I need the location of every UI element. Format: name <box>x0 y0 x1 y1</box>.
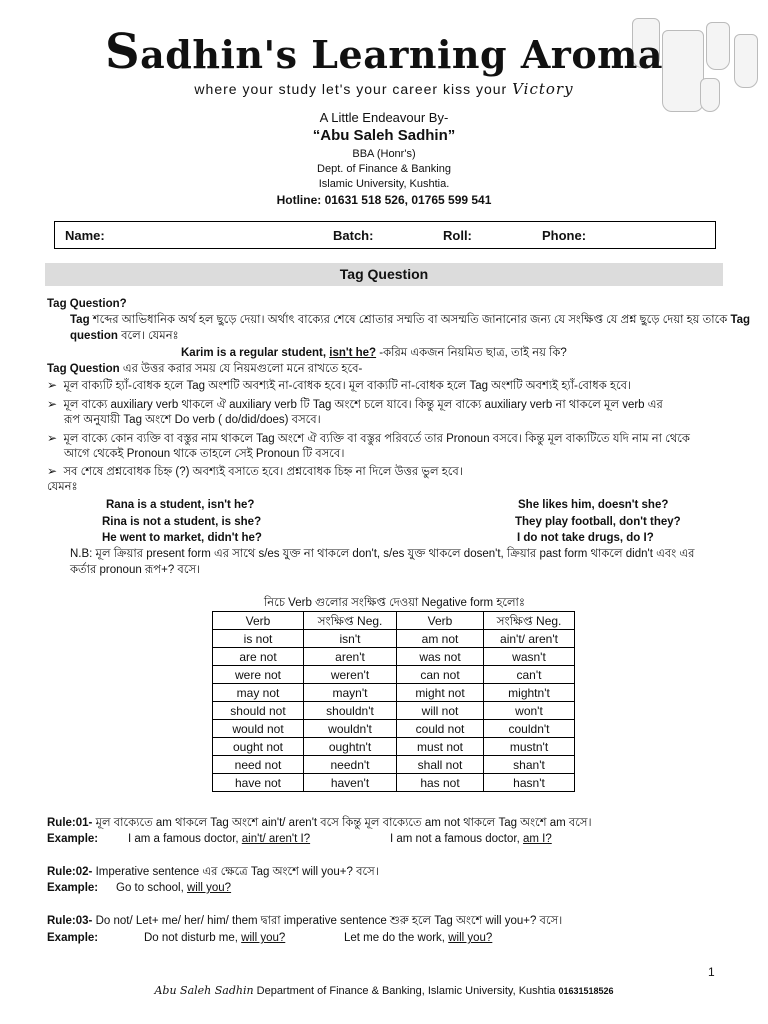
author-name: “Abu Saleh Sadhin” <box>312 127 456 144</box>
rule-02-example-1: Go to school, will you? <box>116 882 232 894</box>
rules-heading: Tag Question এর উত্তর করার সময় যে নিয়মগুলো মনে রাখতে হবে- <box>47 363 363 375</box>
table-cell: must not <box>397 738 484 756</box>
example-right-1: She likes him, doesn't she? <box>518 499 669 511</box>
rule-01-example-1: I am a famous doctor, ain't/ aren't I? <box>128 833 311 845</box>
rule-03: Rule:03- Do not/ Let+ me/ her/ him/ them দ্বারা imperative sentence শুরু হলে Tag অংশে will you+? বসে। <box>47 915 563 927</box>
rule-03-example-1: Do not disturb me, will you? <box>144 932 286 944</box>
definition-line2: question বলে। যেমনঃ <box>70 330 179 342</box>
batch-label: Batch: <box>333 228 374 243</box>
table-cell: might not <box>397 684 484 702</box>
arrow-bullet-icon: ➢ <box>47 397 58 411</box>
rule-01: Rule:01- মূল বাক্যেতে am থাকলে Tag অংশে ain't/ aren't বসে কিন্তু মূল বাক্যেতে am not থাকলে Tag অংশে am বসে। <box>47 817 592 829</box>
table-cell: isn't <box>304 630 397 648</box>
rule-01-example: Example: <box>47 833 99 845</box>
hotline: Hotline: 01631 518 526, 01765 599 541 <box>276 193 492 207</box>
note-line1: N.B: মূল ক্রিয়ার present form এর সাথে s/es যুক্ত না থাকলে don't, s/es যুক্ত থাকলে dosen't, ক্রিয়ার past form থাকলে didn't এবং এর <box>70 548 695 560</box>
table-cell: mayn't <box>304 684 397 702</box>
rule-03-example: Example: <box>47 932 99 944</box>
section-title: Tag Question <box>45 263 723 286</box>
table-cell: weren't <box>304 666 397 684</box>
example-right-2: They play football, don't they? <box>515 516 681 528</box>
table-cell: hasn't <box>484 774 575 792</box>
table-cell: haven't <box>304 774 397 792</box>
table-cell: shall not <box>397 756 484 774</box>
table-row <box>213 648 575 666</box>
table-caption: নিচে Verb গুলোর সংক্ষিপ্ত দেওয়া Negative form হলোঃ <box>264 597 526 609</box>
example-left-1: Rana is a student, isn't he? <box>106 499 255 511</box>
rule-03-example-2: Let me do the work, will you? <box>344 932 493 944</box>
table-cell: shouldn't <box>304 702 397 720</box>
example-label: যেমনঃ <box>47 481 78 493</box>
table-row <box>213 774 575 792</box>
table-row <box>213 702 575 720</box>
rule-02-example: Example: <box>47 882 99 894</box>
negative-form-table <box>212 611 575 792</box>
table-row <box>213 684 575 702</box>
table-cell: was not <box>397 648 484 666</box>
table-cell: would not <box>213 720 304 738</box>
table-row <box>213 666 575 684</box>
table-cell: have not <box>213 774 304 792</box>
table-cell: should not <box>213 702 304 720</box>
example-right-3: I do not take drugs, do I? <box>517 532 654 544</box>
table-header-cell: সংক্ষিপ্ত Neg. <box>484 612 575 630</box>
table-cell: is not <box>213 630 304 648</box>
table-cell: has not <box>397 774 484 792</box>
bullet-2: ➢ মূল বাক্যে auxiliary verb থাকলে ঐ auxiliary verb টি Tag অংশে চলে যাবে। কিন্তু মূল বাক্যে auxiliary verb না থাকলে মূল verb এর <box>47 397 663 411</box>
table-cell: mustn't <box>484 738 575 756</box>
bullet-1: ➢ মূল বাক্যটি হ্যাঁ-বোধক হলে Tag অংশটি অবশ্যই না-বোধক হবে। মূল বাক্যটি না-বোধক হলে Tag অংশটি অবশ্যই হ্যাঁ-বোধক হবে। <box>47 378 632 392</box>
student-info-box <box>54 221 716 249</box>
table-cell: oughtn't <box>304 738 397 756</box>
table-row <box>213 630 575 648</box>
roll-label: Roll: <box>443 228 472 243</box>
definition-line1: Tag শব্দের আভিধানিক অর্থ হল ছুড়ে দেয়া। অর্থাৎ বাক্যের শেষে শ্রোতার সম্মতি বা অসম্মতি জানানোর জন্য যে সংক্ষিপ্ত যে প্রশ্ন ছুড়ে দেয়া হয় তাকে Tag <box>70 314 751 326</box>
table-cell: wasn't <box>484 648 575 666</box>
phone-label: Phone: <box>542 228 587 243</box>
department: Dept. of Finance & Banking <box>317 163 451 175</box>
table-cell: ain't/ aren't <box>484 630 575 648</box>
example-left-3: He went to market, didn't he? <box>102 532 262 544</box>
table-cell: will not <box>397 702 484 720</box>
page-number: 1 <box>708 965 715 979</box>
table-cell: can't <box>484 666 575 684</box>
endeavour: A Little Endeavour By- <box>319 110 449 125</box>
table-row <box>213 738 575 756</box>
page-title: Sadhin's Learning Aroma <box>104 24 664 80</box>
table-cell: need not <box>213 756 304 774</box>
table-cell: were not <box>213 666 304 684</box>
arrow-bullet-icon: ➢ <box>47 431 58 445</box>
table-cell: ought not <box>213 738 304 756</box>
table-header-cell: সংক্ষিপ্ত Neg. <box>304 612 397 630</box>
example-left-2: Rina is not a student, is she? <box>102 516 262 528</box>
table-cell: am not <box>397 630 484 648</box>
table-cell: needn't <box>304 756 397 774</box>
table-cell: could not <box>397 720 484 738</box>
table-cell: mightn't <box>484 684 575 702</box>
rule-01-example-2: I am not a famous doctor, am I? <box>390 833 552 845</box>
table-header-row <box>213 612 575 630</box>
bullet-2-cont: রূপ অনুযায়ী Tag অংশে Do verb ( do/did/does) বসবে। <box>64 414 321 426</box>
question-heading: Tag Question? <box>47 298 127 310</box>
table-cell: won't <box>484 702 575 720</box>
table-cell: couldn't <box>484 720 575 738</box>
table-row <box>213 756 575 774</box>
arrow-bullet-icon: ➢ <box>47 378 58 392</box>
table-cell: shan't <box>484 756 575 774</box>
table-cell: may not <box>213 684 304 702</box>
university: Islamic University, Kushtia. <box>318 178 450 190</box>
table-header-cell: Verb <box>213 612 304 630</box>
arrow-bullet-icon: ➢ <box>47 464 58 478</box>
bullet-3-cont: আগে থেকেই Pronoun থাকে তাহলে সেই Pronoun টি বসবে। <box>64 448 345 460</box>
table-cell: can not <box>397 666 484 684</box>
bullet-3: ➢ মূল বাক্যে কোন ব্যক্তি বা বস্তুর নাম থাকলে Tag অংশে ঐ ব্যক্তি বা বস্তুর পরিবর্তে তার Pronoun বসবে। কিন্তু মূল বাক্যটিতে যদি নাম না থেকে <box>47 431 690 445</box>
tagline: where your study let's your career kiss your Victory <box>194 80 574 98</box>
note-line2: কর্তার pronoun রূপ+? বসে। <box>70 564 201 576</box>
degree: BBA (Honr's) <box>352 148 416 160</box>
bullet-4: ➢ সব শেষে প্রশ্নবোধক চিহ্ন (?) অবশ্যই বসাতে হবে। প্রশ্নবোধক চিহ্ন না দিলে উত্তর ভুল হবে। <box>47 464 463 478</box>
table-cell: aren't <box>304 648 397 666</box>
rule-02: Rule:02- Imperative sentence এর ক্ষেত্রে Tag অংশে will you+? বসে। <box>47 866 379 878</box>
example-karim: Karim is a regular student, isn't he? -করিম একজন নিয়মিত ছাত্র, তাই নয় কি? <box>181 347 567 359</box>
name-label: Name: <box>65 228 105 243</box>
table-cell: wouldn't <box>304 720 397 738</box>
table-header-cell: Verb <box>397 612 484 630</box>
table-row <box>213 720 575 738</box>
page-footer: Abu Saleh Sadhin Department of Finance & Banking, Islamic University, Kushtia 01631518526 <box>154 984 614 997</box>
table-cell: are not <box>213 648 304 666</box>
